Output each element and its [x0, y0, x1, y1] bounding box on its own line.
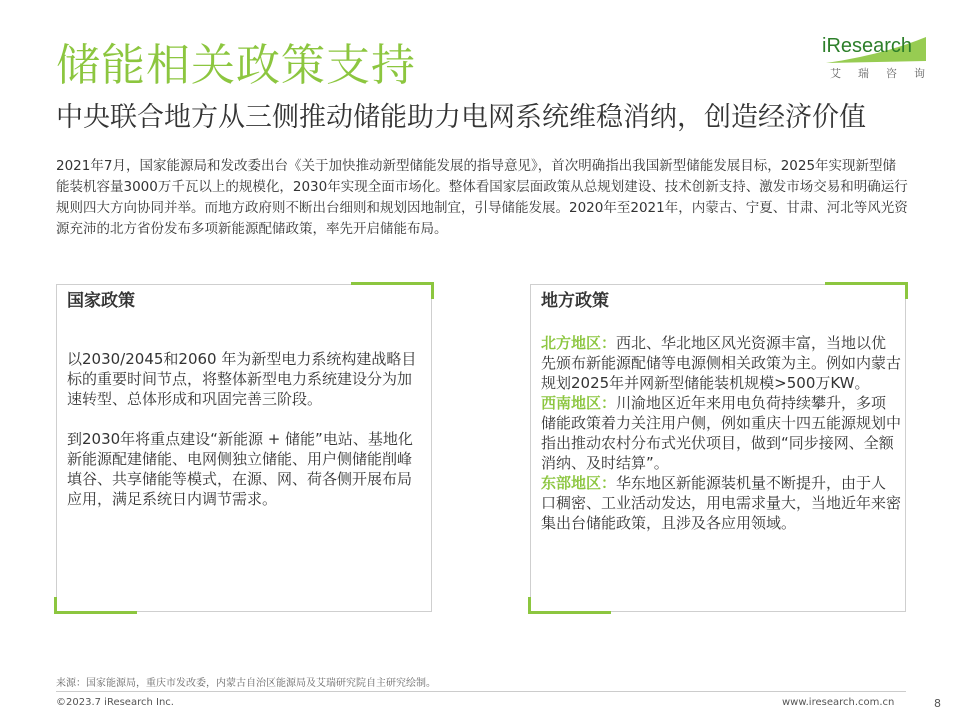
region-text-north: 西北、华北地区风光资源丰富，当地以优先颁布新能源配储等电源侧相关政策为主。例如内蒙古规划2025年并网新型储能装机规模>500万KW。: [541, 334, 902, 392]
page-number: 8: [934, 697, 941, 710]
region-label-southwest: 西南地区: [541, 394, 602, 412]
region-text-southwest: 川渝地区近年来用电负荷持续攀升，多项储能政策着力关注用户侧，例如重庆十四五能源规划中指出推动农村分布式光伏项目，做到“同步接网、全额消纳、及时结算”。: [541, 394, 902, 472]
corner-accent-bottom-left: [528, 597, 611, 614]
national-policy-paragraph: 到2030年将重点建设“新能源 + 储能”电站、基地化新能源配建储能、电网侧独立储能、用户侧储能削峰填谷、共享储能等模式，在源、网、荷各侧开展布局应用，满足系统日内调节需求。: [67, 430, 413, 508]
page-subtitle: 中央联合地方从三侧推动储能助力电网系统维稳消纳，创造经济价值: [56, 102, 866, 133]
national-policy-card: [56, 284, 432, 612]
logo-text: iResearch: [822, 35, 913, 57]
local-policy-body: [541, 333, 901, 533]
intro-paragraph: 2021年7月，国家能源局和发改委出台《关于加快推动新型储能发展的指导意见》，首次明确指出我国新型储能发展目标，2025年实现新型储能装机容量3000万千瓦以上的规模化，2030年实现全面市场化。整体看国家层面政策从总规划建设、技术创新支持、激发市场交易和明确运行规则四大方向协同并举。而地方政府则不断出台细则和规划因地制宜，引导储能发展。2020年至2021年，内蒙古、宁夏、甘肃、河北等风光资源充沛的北方省份发布多项新能源配储政策，率先开启储能布局。: [56, 158, 908, 237]
source-note: 来源：国家能源局，重庆市发改委，内蒙古自治区能源局及艾瑞研究院自主研究绘制。: [56, 678, 436, 689]
logo-subtitle: 艾瑞咨询: [830, 67, 942, 80]
region-label-east: 东部地区: [541, 474, 602, 492]
copyright: ©2023.7 iResearch Inc.: [56, 697, 174, 708]
page-title: 储能相关政策支持: [56, 40, 416, 91]
local-policy-item-east: 东部地区：华东地区新能源装机量不断提升，由于人口稠密、工业活动发达，用电需求量大，当地近年来密集出台储能政策，且涉及各应用领域。: [541, 474, 902, 532]
website-link[interactable]: www.iresearch.com.cn: [782, 697, 895, 708]
national-policy-title: 国家政策: [67, 291, 135, 311]
region-label-north: 北方地区: [541, 334, 602, 352]
local-policy-item-southwest: 西南地区：川渝地区近年来用电负荷持续攀升，多项储能政策着力关注用户侧，例如重庆十四五能源规划中指出推动农村分布式光伏项目，做到“同步接网、全额消纳、及时结算”。: [541, 394, 902, 472]
corner-accent-top-right: [825, 282, 908, 299]
local-policy-title: 地方政策: [541, 291, 609, 311]
national-policy-paragraph: 以2030/2045和2060 年为新型电力系统构建战略目标的重要时间节点，将整体新型电力系统建设分为加速转型、总体形成和巩固完善三阶段。: [67, 350, 417, 408]
iresearch-logo[interactable]: [822, 33, 942, 85]
national-policy-body: [67, 349, 423, 529]
local-policy-item-north: 北方地区：西北、华北地区风光资源丰富，当地以优先颁布新能源配储等电源侧相关政策为主。例如内蒙古规划2025年并网新型储能装机规模>500万KW。: [541, 334, 902, 392]
corner-accent-bottom-left: [54, 597, 137, 614]
local-policy-card: [530, 284, 906, 612]
region-text-east: 华东地区新能源装机量不断提升，由于人口稠密、工业活动发达，用电需求量大，当地近年来密集出台储能政策，且涉及各应用领域。: [541, 474, 902, 532]
footer-divider: [56, 691, 906, 692]
corner-accent-top-right: [351, 282, 434, 299]
